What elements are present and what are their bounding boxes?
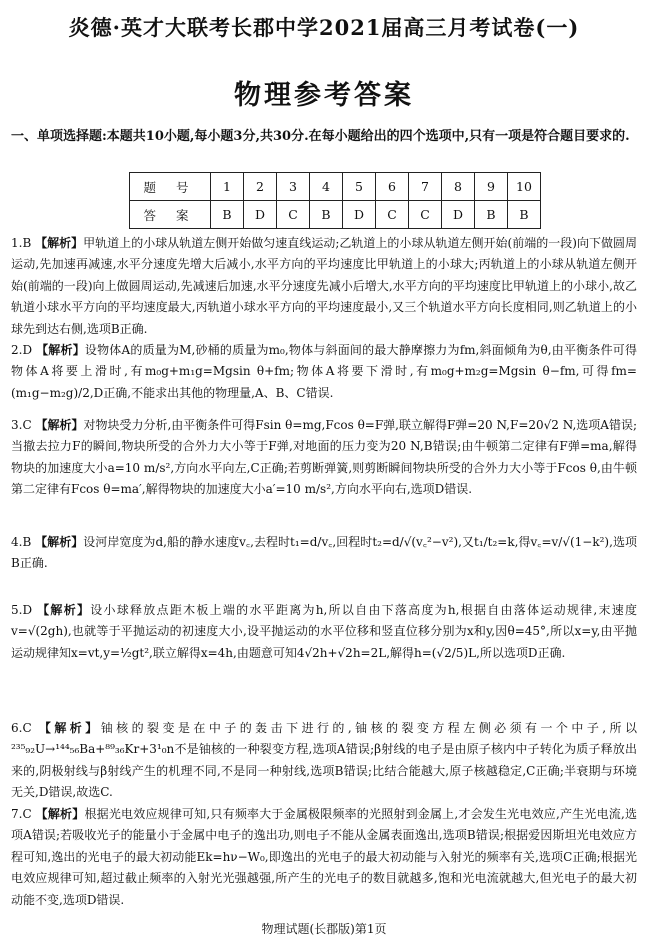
answer-cell: D — [244, 201, 277, 229]
question-number: 2 — [244, 173, 277, 201]
row-label-number: 题 号 — [130, 173, 211, 201]
solution-q3 — [11, 415, 637, 501]
solution-text: 设小球释放点距木板上端的水平距离为h,所以自由下落高度为h,根据自由落体运动规律,末速度v=√(2gh),也就等于平抛运动的初速度大小,设平抛运动的水平位移和竖直位移分别为x和y,因θ=45°,所以x=y,由平抛运动规律知x=vt,y=½gt²,联立解得x=4h,由题意可知4√2h+√2h=2L,解得h=(√2/5)L,所以选项D正确. — [11, 603, 637, 660]
row-label-answer: 答 案 — [130, 201, 211, 229]
question-number: 3.C — [11, 418, 32, 432]
analysis-tag: 【解析】 — [38, 721, 101, 735]
question-number: 7.C — [11, 807, 32, 821]
solution-text: 甲轨道上的小球从轨道左侧开始做匀速直线运动;乙轨道上的小球从轨道左侧开始(前端的一段)向下做圆周运动,先加速再减速,水平分速度先增大后减小,水平方向的平均速度比甲轨道上的小球大;丙轨道上的小球从轨道左侧开始(前端的一段)向上做圆周运动,先减速后加速,水平分速度先减小后增大,水平方向的平均速度比甲轨道上的小球小,故乙轨道小球水平方向的平均速度最大,丙轨道小球水平方向的平均速度最小,又三个轨道水平方向长度相同,则乙轨道上的小球先到达右侧,选项B正确. — [11, 236, 637, 336]
question-number: 1 — [211, 173, 244, 201]
analysis-tag: 【解析】 — [35, 236, 84, 250]
analysis-tag: 【解析】 — [36, 343, 85, 357]
analysis-tag: 【解析】 — [35, 535, 84, 549]
answer-cell: B — [211, 201, 244, 229]
question-number: 7 — [409, 173, 442, 201]
solution-q1 — [11, 233, 637, 340]
answer-cell: B — [310, 201, 343, 229]
exam-header: 炎德·英才大联考长郡中学2021届高三月考试卷(一) — [68, 15, 580, 40]
answer-cell: B — [508, 201, 541, 229]
question-number: 4 — [310, 173, 343, 201]
answer-table-number-row — [130, 173, 541, 201]
question-number: 2.D — [11, 343, 33, 357]
question-number: 4.B — [11, 535, 32, 549]
question-number: 10 — [508, 173, 541, 201]
answer-table — [129, 172, 541, 229]
solution-text: 铀核的裂变是在中子的轰击下进行的,铀核的裂变方程左侧必须有一个中子,所以²³⁵₉₂U→¹⁴⁴₅₆Ba+⁸⁹₃₆Kr+3¹₀n不是铀核的一种裂变方程,选项A错误;β射线的电子是由原子核内中子转化为质子释放出来的,阴极射线与β射线产生的机理不同,不是同一种射线,选项B错误;比结合能越大,原子核越稳定,C正确;半衰期与环境无关,D错误,故选C. — [11, 721, 637, 800]
question-number: 3 — [277, 173, 310, 201]
answer-cell: C — [409, 201, 442, 229]
answer-cell: B — [475, 201, 508, 229]
analysis-tag: 【解析】 — [35, 418, 84, 432]
analysis-tag: 【解析】 — [37, 603, 91, 617]
page-title: 物理参考答案 — [234, 80, 414, 111]
question-number: 1.B — [11, 236, 32, 250]
solution-text: 设河岸宽度为d,船的静水速度v꜀,去程时t₁=d/v꜀,回程时t₂=d/√(v꜀²−v²),又t₁/t₂=k,得v꜀=v/√(1−k²),选项B正确. — [11, 535, 637, 571]
solution-text: 设物体A的质量为M,砂桶的质量为m₀,物体与斜面间的最大静摩擦力为fm,斜面倾角为θ,由平衡条件可得物体A将要上滑时,有m₀g+m₁g=Mgsin θ+fm;物体A将要下滑时,有m₀g+m₂g=Mgsin θ−fm,可得fm=(m₁g−m₂g)/2,D正确,不能求出其他的物理量,A、B、C错误. — [11, 343, 637, 400]
solution-q5 — [11, 600, 637, 664]
answer-table-answer-row — [130, 201, 541, 229]
question-number: 8 — [442, 173, 475, 201]
answer-cell: D — [442, 201, 475, 229]
question-number: 5 — [343, 173, 376, 201]
solution-q4 — [11, 532, 637, 575]
question-number: 5.D — [11, 603, 33, 617]
answer-cell: D — [343, 201, 376, 229]
solution-text: 根据光电效应规律可知,只有频率大于金属极限频率的光照射到金属上,才会发生光电效应,产生光电流,选项A错误;若吸收光子的能量小于金属中电子的逸出功,则电子不能从金属表面逸出,选项B错误;根据爱因斯坦光电效应方程可知,逸出的光电子的最大初动能Ek=hν−W₀,即逸出的光电子的最大初动能与入射光的频率有关,选项C正确;根据光电效应规律可知,超过截止频率的入射光光强越强,所产生的光电子的数目就越多,饱和光电流就越大,但光电子的最大初动能不变,选项D错误. — [11, 807, 637, 907]
analysis-tag: 【解析】 — [35, 807, 85, 821]
solution-q6 — [11, 718, 637, 804]
question-number: 6.C — [11, 721, 32, 735]
answer-cell: C — [277, 201, 310, 229]
question-number: 9 — [475, 173, 508, 201]
question-number: 6 — [376, 173, 409, 201]
section-heading: 一、单项选择题:本题共10小题,每小题3分,共30分.在每小题给出的四个选项中,只有一项是符合题目要求的. — [11, 129, 630, 144]
page-footer: 物理试题(长郡版)第1页 — [261, 922, 387, 936]
solution-text: 对物块受力分析,由平衡条件可得Fsin θ=mg,Fcos θ=F弹,联立解得F弹=20 N,F=20√2 N,选项A错误;当撤去拉力F的瞬间,物块所受的合外力大小等于F弹,对地面的压力变为20 N,B错误;由牛顿第二定律有F弹=ma,解得物块的加速度大小a=10 m/s²,方向水平向左,C正确;若剪断弹簧,则剪断瞬间物块所受的合外力大小等于Fcos θ,由牛顿第二定律有Fcos θ=ma′,解得物块的加速度大小a′=10 m/s²,方向水平向右,选项D错误. — [11, 418, 637, 497]
solution-q7 — [11, 804, 637, 911]
answer-cell: C — [376, 201, 409, 229]
solution-q2 — [11, 340, 637, 404]
